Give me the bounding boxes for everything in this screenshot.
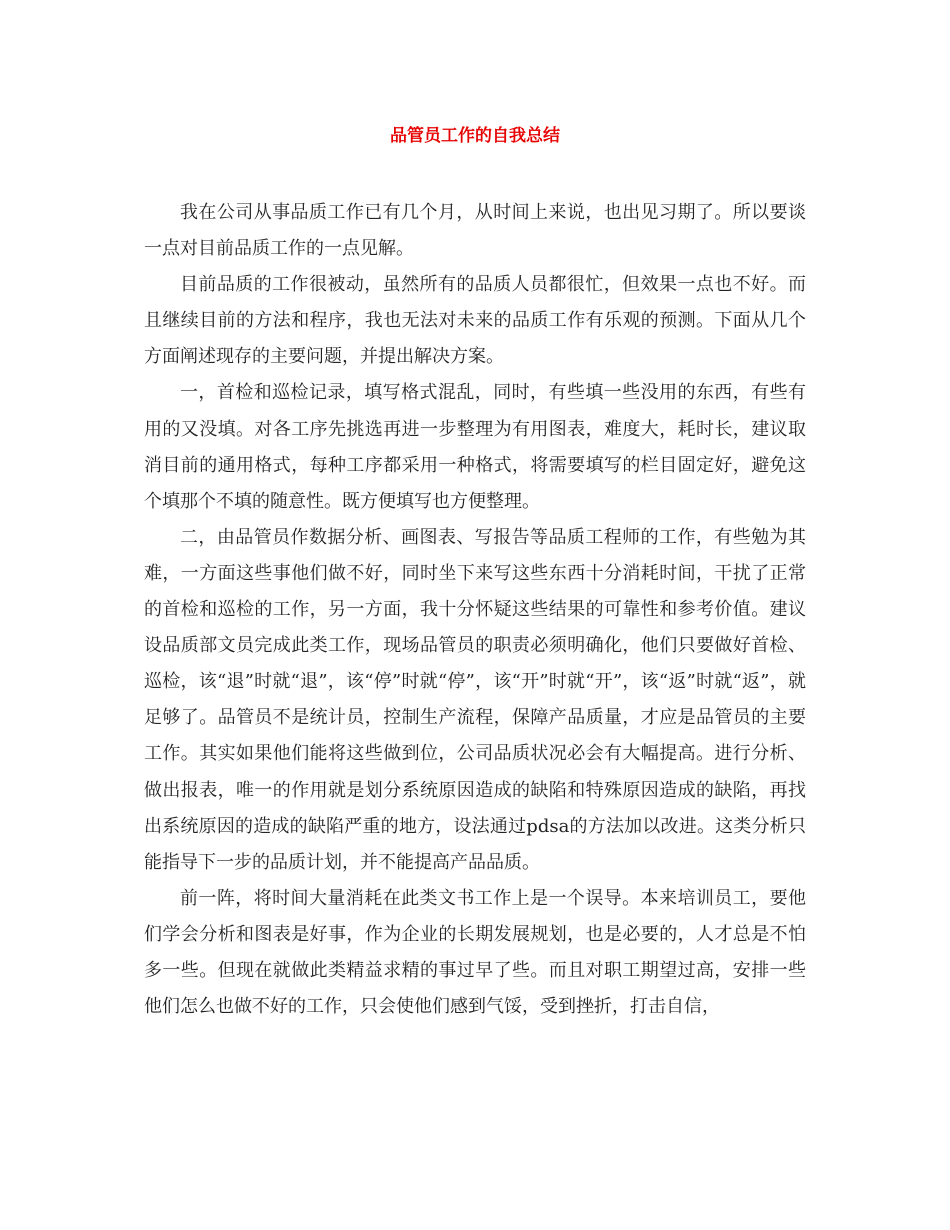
document-body <box>144 195 806 1025</box>
paragraph-5: 前一阵，将时间大量消耗在此类文书工作上是一个误导。本来培训员工，要他们学会分析和图表是好事，作为企业的长期发展规划，也是必要的，人才总是不怕多一些。但现在就做此类精益求精的事过早了些。而且对职工期望过高，安排一些他们怎么也做不好的工作，只会使他们感到气馁，受到挫折，打击自信， <box>144 887 806 1018</box>
paragraph-3: 一，首检和巡检记录，填写格式混乱，同时，有些填一些没用的东西，有些有用的又没填。对各工序先挑选再进一步整理为有用图表，难度大，耗时长，建议取消目前的通用格式，每种工序都采用一种格式，将需要填写的栏目固定好，避免这个填那个不填的随意性。既方便填写也方便整理。 <box>144 382 806 512</box>
paragraph-2: 目前品质的工作很被动，虽然所有的品质人员都很忙，但效果一点也不好。而且继续目前的方法和程序，我也无法对未来的品质工作有乐观的预测。下面从几个方面阐述现存的主要问题，并提出解决方案。 <box>144 274 806 368</box>
paragraph-4: 二，由品管员作数据分析、画图表、写报告等品质工程师的工作，有些勉为其难，一方面这些事他们做不好，同时坐下来写这些东西十分消耗时间，干扰了正常的首检和巡检的工作，另一方面，我十分怀疑这些结果的可靠性和参考价值。建议设品质部文员完成此类工作，现场品管员的职责必须明确化，他们只要做好首检、巡检，该“退”时就“退”，该“停”时就“停”，该“开”时就“开”，该“返”时就“返”，就足够了。品管员不是统计员，控制生产流程，保障产品质量，才应是品管员的主要工作。其实如果他们能将这些做到位，公司品质状况必会有大幅提高。进行分析、做出报表，唯一的作用就是划分系统原因造成的缺陷和特殊原因造成的缺陷，再找出系统原因的造成的缺陷严重的地方，设法通过pdsa的方法加以改进。这类分析只能指导下一步的品质计划，并不能提高产品品质。 <box>144 526 806 873</box>
document-title: 品管员工作的自我总结 <box>390 126 560 146</box>
paragraph-1: 我在公司从事品质工作已有几个月，从时间上来说，也出见习期了。所以要谈一点对目前品质工作的一点见解。 <box>144 202 806 260</box>
